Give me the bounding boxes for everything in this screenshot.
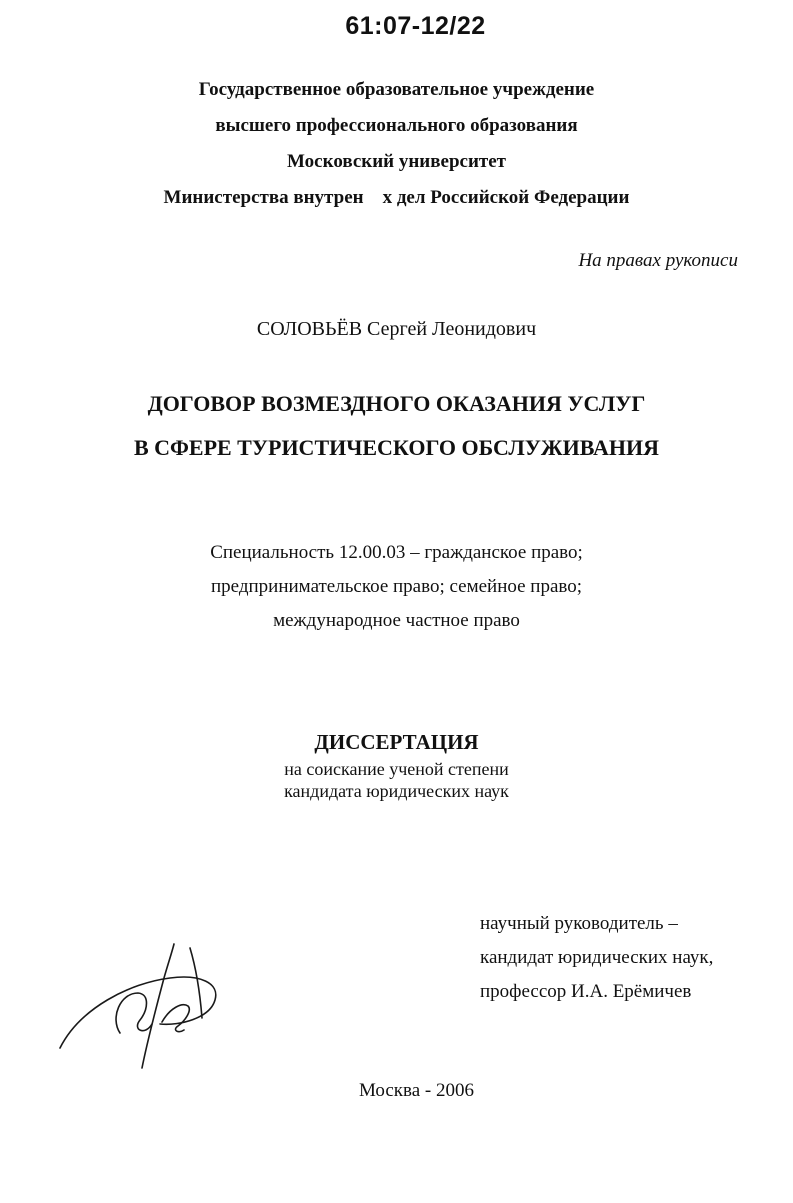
institution-line-3: Московский университет xyxy=(287,151,506,172)
institution-block xyxy=(0,72,793,216)
archive-code: 61:07-12/22 xyxy=(345,12,486,40)
dissertation-heading: ДИССЕРТАЦИЯ xyxy=(314,730,479,754)
signature-loop xyxy=(60,977,216,1048)
specialty-line-2: предпринимательское право; семейное право; xyxy=(210,576,583,597)
thesis-title-line-1: ДОГОВОР ВОЗМЕЗДНОГО ОКАЗАНИЯ УСЛУГ xyxy=(147,391,646,416)
thesis-title xyxy=(0,382,793,470)
specialty-line-1: Специальность 12.00.03 – гражданское право; xyxy=(210,542,583,563)
signature-letter-f xyxy=(116,993,152,1033)
signature-slash xyxy=(190,948,202,1018)
advisor-block xyxy=(480,907,713,1009)
signature-strokes xyxy=(60,944,216,1068)
advisor-line-3: профессор И.А. Ерёмичев xyxy=(480,981,692,1002)
institution-line-2: высшего профессионального образования xyxy=(215,115,578,136)
degree-block xyxy=(0,758,793,802)
institution-line-1: Государственное образовательное учреждение xyxy=(198,79,595,100)
degree-line-2: кандидата юридических наук xyxy=(284,781,509,801)
thesis-title-line-2: В СФЕРЕ ТУРИСТИЧЕСКОГО ОБСЛУЖИВАНИЯ xyxy=(133,435,660,460)
rights-note: На правах рукописи xyxy=(578,250,738,271)
advisor-line-2: кандидат юридических наук, xyxy=(480,947,714,968)
institution-line-4: Министерства внутрен х дел Российской Федерации xyxy=(163,187,630,208)
signature-tail xyxy=(162,1005,189,1032)
city-year: Москва - 2006 xyxy=(358,1080,475,1101)
advisor-line-1: научный руководитель – xyxy=(480,913,678,934)
author-name: СОЛОВЬЁВ Сергей Леонидович xyxy=(256,318,537,340)
specialty-block xyxy=(0,536,793,638)
specialty-line-3: международное частное право xyxy=(273,610,520,631)
handwritten-signature-icon xyxy=(50,938,240,1078)
degree-line-1: на соискание ученой степени xyxy=(284,759,509,779)
